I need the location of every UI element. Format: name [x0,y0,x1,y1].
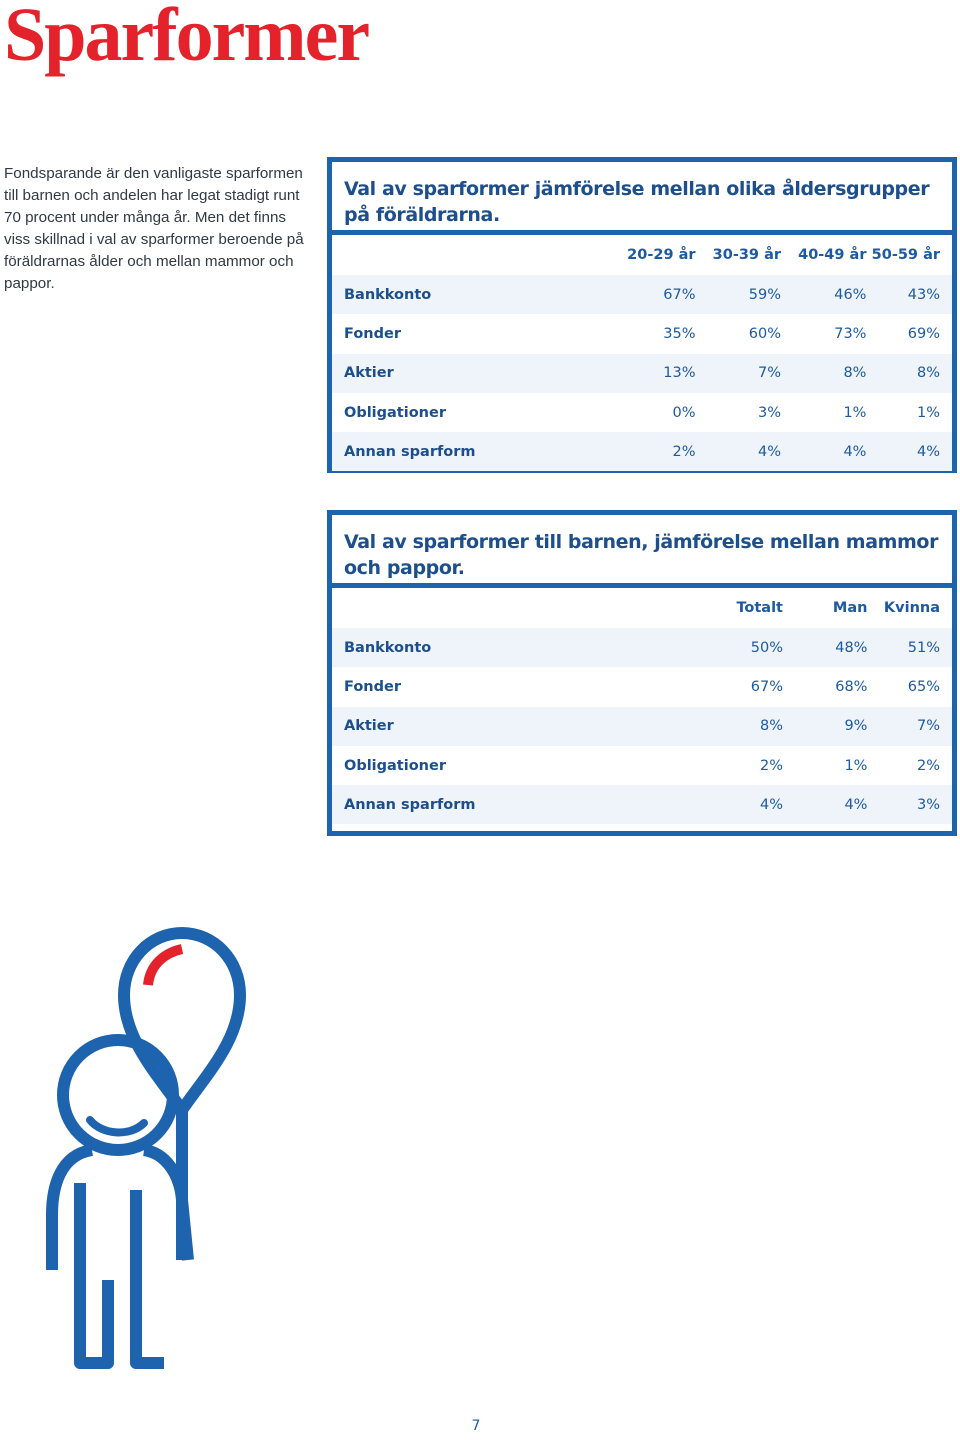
row-label: Obligationer [344,757,446,774]
cell-value: 8% [781,354,866,393]
header-blank [332,588,699,628]
row-label: Bankkonto [332,628,699,667]
cell-value: 46% [781,275,866,314]
row-label: Fonder [344,325,401,342]
column-header: 40-49 år [798,247,867,263]
cell-value: 1% [916,404,940,421]
table-row [332,275,952,314]
row-label: Bankkonto [332,275,610,314]
column-header: Totalt [736,600,783,616]
row-label: Aktier [332,707,699,746]
row-label: Obligationer [344,404,446,421]
cell-value: 59% [696,275,781,314]
gender-table-grid [332,588,952,824]
cell-value: 67% [610,275,695,314]
column-header: Man [832,600,868,616]
gender-comparison-table [327,510,957,836]
cell-value: 65% [907,678,940,695]
age-table-title: Val av sparformer jämförelse mellan olika åldersgrupper på föräldrarna. [332,162,952,235]
table-row [332,354,952,393]
header-blank [332,235,610,275]
cell-value: 7% [696,354,781,393]
table-row [332,746,952,785]
table-row [332,628,952,667]
row-label: Fonder [344,678,401,695]
cell-value: 4% [866,432,952,471]
cell-value: 3% [867,785,952,824]
cell-value: 51% [867,628,952,667]
table-row [332,667,952,706]
row-label: Aktier [332,354,610,393]
cell-value: 4% [781,432,866,471]
cell-value: 2% [916,757,940,774]
cell-value: 35% [663,325,696,342]
cell-value: 60% [748,325,781,342]
page-title: Sparformer [4,0,369,77]
column-header: Kvinna [883,600,940,616]
cell-value: 68% [835,678,868,695]
cell-value: 2% [759,757,783,774]
gender-table-title: Val av sparformer till barnen, jämförelse mellan mammor och pappor. [332,515,952,588]
intro-paragraph: Fondsparande är den vanligaste sparformen till barnen och andelen har legat stadigt runt 70 procent under många år. Men det finns viss skillnad i val av sparformer beroende på föräldrarnas ålder och mellan mammor och pappor. [4,165,304,292]
cell-value: 73% [834,325,867,342]
cell-value: 1% [844,757,868,774]
cell-value: 8% [699,707,783,746]
table-row [332,707,952,746]
cell-value: 48% [783,628,867,667]
cell-value: 1% [843,404,867,421]
cell-value: 0% [672,404,696,421]
column-header: 30-39 år [712,247,781,263]
cell-value: 7% [867,707,952,746]
table-row [332,314,952,353]
cell-value: 2% [610,432,695,471]
row-label: Annan sparform [332,785,699,824]
cell-value: 13% [610,354,695,393]
cell-value: 4% [783,785,867,824]
table-header-row [332,235,952,275]
table-row [332,393,952,432]
column-header: 50-59 år [871,247,940,263]
cell-value: 43% [866,275,952,314]
table-row [332,432,952,471]
cell-value: 3% [757,404,781,421]
cell-value: 69% [907,325,940,342]
page-number: 7 [471,1418,481,1434]
cell-value: 67% [750,678,783,695]
cell-value: 8% [866,354,952,393]
column-header: 20-29 år [627,247,696,263]
age-table-grid [332,235,952,471]
cell-value: 50% [699,628,783,667]
table-header-row [332,588,952,628]
cell-value: 9% [783,707,867,746]
table-row [332,785,952,824]
child-with-balloon-icon [40,925,250,1375]
cell-value: 4% [696,432,781,471]
row-label: Annan sparform [332,432,610,471]
age-comparison-table [327,157,957,473]
cell-value: 4% [699,785,783,824]
